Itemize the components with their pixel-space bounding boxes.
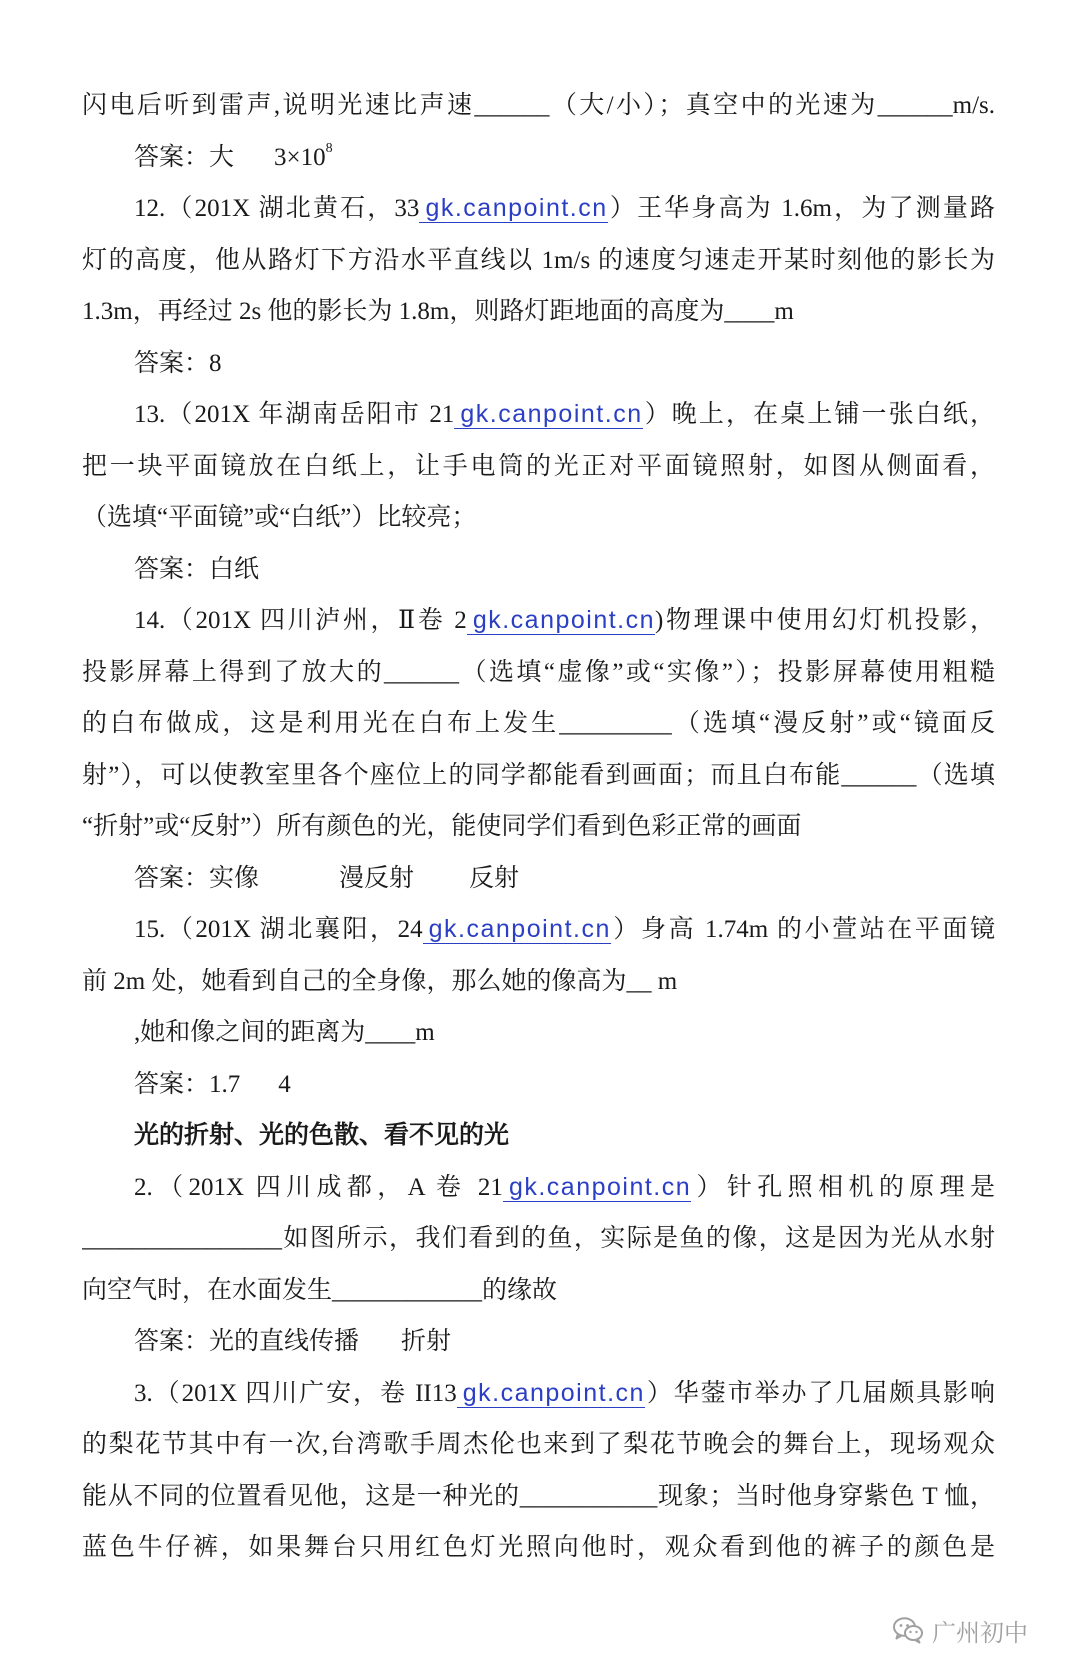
watermark bbox=[892, 1612, 1028, 1648]
q13-prefix: 13.（201X 年湖南岳阳市 21 bbox=[134, 401, 455, 428]
q14-line-5 bbox=[82, 801, 995, 853]
q12-text: 1.3m，再经过 2s 他的影长为 1.8m，则路灯距地面的高度为____m bbox=[82, 298, 794, 325]
q15-text: 前 2m 处，她看到自己的全身像，那么她的像高为__ m bbox=[82, 967, 678, 995]
q14-line-4 bbox=[82, 750, 995, 802]
q15-text: ）身高 1.74m 的小萱站在平面镜 bbox=[610, 916, 995, 943]
source-link[interactable]: gk.canpoint.cn bbox=[423, 915, 611, 944]
q13-answer bbox=[82, 544, 995, 596]
q14-line-2 bbox=[82, 647, 995, 699]
q3-line-1 bbox=[82, 1368, 995, 1420]
q12-line-3 bbox=[82, 286, 995, 338]
answer-label: 答案：白纸 bbox=[134, 555, 260, 583]
q15-line-2 bbox=[82, 956, 995, 1008]
source-link[interactable]: gk.canpoint.cn bbox=[467, 606, 655, 635]
q3-text: 蓝色牛仔裤，如果舞台只用红色灯光照向他时，观众看到他的裤子的颜色是 bbox=[82, 1534, 995, 1561]
q2-line-2 bbox=[82, 1213, 995, 1265]
q14-text: 投影屏幕上得到了放大的______（选填“虚像”或“实像”）；投影屏幕使用粗糙 bbox=[82, 658, 995, 686]
q12-answer bbox=[82, 338, 995, 390]
q14-line-3 bbox=[82, 698, 995, 750]
q14-prefix: 14.（201X 四川泸州，Ⅱ卷 2 bbox=[134, 607, 467, 634]
q14-text: “折射”或“反射”）所有颜色的光，能使同学们看到色彩正常的画面 bbox=[82, 813, 802, 840]
answer-value: 反射 bbox=[469, 864, 520, 892]
answer-label: 答案：光的直线传播 bbox=[134, 1328, 360, 1355]
q3-line-3 bbox=[82, 1471, 995, 1523]
q13-text: （选填“平面镜”或“白纸”）比较亮； bbox=[82, 504, 477, 531]
q13-line-2 bbox=[82, 441, 995, 493]
q2-line-1 bbox=[82, 1162, 995, 1214]
wechat-icon bbox=[892, 1616, 932, 1644]
q2-text: ）针孔照相机的原理是 bbox=[691, 1173, 995, 1201]
q2-answer bbox=[82, 1316, 995, 1368]
q3-text: ）华蓥市举办了几届颇具影响 bbox=[644, 1379, 995, 1407]
q12-prefix: 12.（201X 湖北黄石，33 bbox=[134, 195, 420, 222]
q12-text: 灯的高度，他从路灯下方沿水平直线以 1m/s 的速度匀速走开某时刻他的影长为 bbox=[82, 246, 995, 274]
q14-answer bbox=[82, 853, 995, 905]
answer-label: 答案：1.7 bbox=[134, 1070, 241, 1098]
answer-label: 答案：大 bbox=[134, 143, 235, 171]
q13-line-1 bbox=[82, 389, 995, 441]
answer-label: 答案：8 bbox=[134, 349, 222, 377]
answer-label: 答案：实像 bbox=[134, 864, 260, 892]
answer-value: 4 bbox=[278, 1070, 291, 1098]
exercise-text bbox=[82, 80, 995, 1574]
q14-text: 射”），可以使教室里各个座位上的同学都能看到画面；而且白布能______（选填 bbox=[82, 761, 995, 789]
watermark-label: 广州初中 bbox=[932, 1618, 1028, 1647]
source-link[interactable]: gk.canpoint.cn bbox=[503, 1173, 691, 1202]
q13-line-3 bbox=[82, 492, 995, 544]
q13-text: ）晚上，在桌上铺一张白纸， bbox=[642, 401, 995, 428]
q3-line-4 bbox=[82, 1522, 995, 1574]
q15-line-1 bbox=[82, 904, 995, 956]
q2-prefix: 2.（201X 四川成都，A 卷 21 bbox=[134, 1173, 503, 1201]
q12-line-1 bbox=[82, 183, 995, 235]
answer-value: 漫反射 bbox=[339, 864, 415, 892]
q12-line-2 bbox=[82, 235, 995, 287]
q11-text: 闪电后听到雷声,说明光速比声速______（大/小）；真空中的光速为______m/s. bbox=[82, 92, 995, 119]
q11-line-1 bbox=[82, 80, 995, 132]
answer-exponent: 8 bbox=[325, 141, 333, 157]
q15-line-3 bbox=[82, 1007, 995, 1059]
q3-text: 能从不同的位置看见他，这是一种光的___________现象；当时他身穿紫色 T 恤， bbox=[82, 1482, 995, 1510]
q2-text: ________________如图所示，我们看到的鱼，实际是鱼的像，这是因为光从水射 bbox=[82, 1225, 995, 1252]
section-heading bbox=[82, 1110, 995, 1162]
answer-value: 折射 bbox=[401, 1328, 452, 1355]
q15-prefix: 15.（201X 湖北襄阳，24 bbox=[134, 916, 423, 943]
section-heading-text: 光的折射、光的色散、看不见的光 bbox=[134, 1122, 510, 1149]
q3-prefix: 3.（201X 四川广安，卷 II13 bbox=[134, 1379, 457, 1407]
q3-text: 的梨花节其中有一次,台湾歌手周杰伦也来到了梨花节晚会的舞台上，现场观众 bbox=[82, 1431, 995, 1458]
q15-answer bbox=[82, 1059, 995, 1111]
q14-text: 的白布做成，这是利用光在白布上发生_________（选填“漫反射”或“镜面反 bbox=[82, 710, 995, 737]
q14-text: )物理课中使用幻灯机投影， bbox=[655, 607, 995, 634]
answer-value bbox=[274, 141, 333, 171]
source-link[interactable]: gk.canpoint.cn bbox=[454, 400, 642, 429]
q3-line-2 bbox=[82, 1419, 995, 1471]
source-link[interactable]: gk.canpoint.cn bbox=[457, 1379, 645, 1408]
source-link[interactable]: gk.canpoint.cn bbox=[419, 194, 607, 223]
q12-text: ）王华身高为 1.6m，为了测量路 bbox=[607, 195, 995, 222]
answer-base: 3×10 bbox=[274, 143, 326, 171]
q13-text: 把一块平面镜放在白纸上，让手电筒的光正对平面镜照射，如图从侧面看， bbox=[82, 452, 995, 480]
q2-line-3 bbox=[82, 1265, 995, 1317]
q2-text: 向空气时，在水面发生____________的缘故 bbox=[82, 1276, 558, 1304]
q15-text: ,她和像之间的距离为____m bbox=[134, 1019, 435, 1046]
q14-line-1 bbox=[82, 595, 995, 647]
q11-answer bbox=[82, 132, 995, 184]
